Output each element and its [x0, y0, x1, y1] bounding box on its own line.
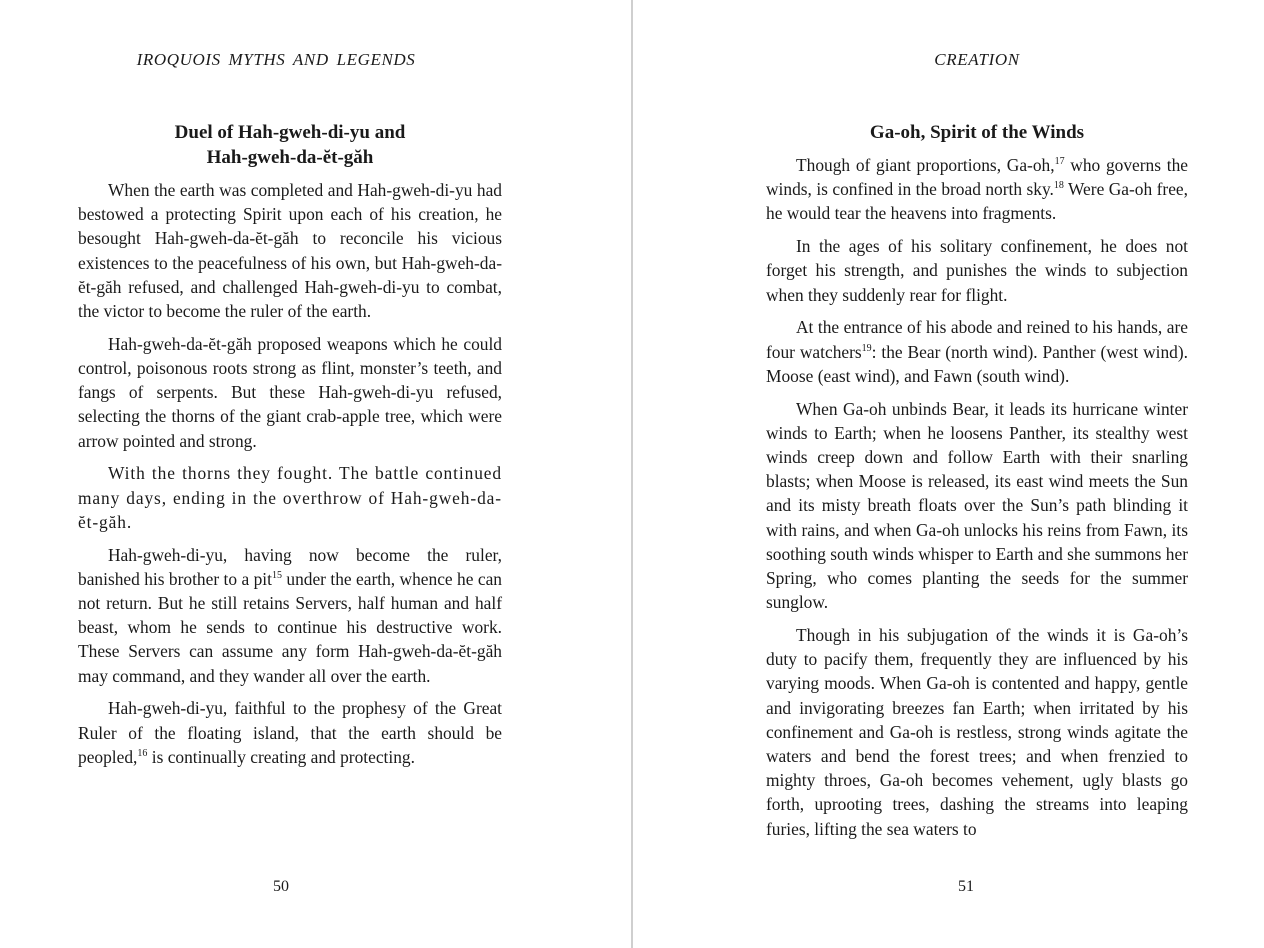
left-paragraph-5-part-b: is continually creating and protecting.: [147, 746, 415, 767]
left-paragraph-4-part-b: under the earth, whence he can not return. But he still retains Servers, half human and half beast, whom he sends to continue his destructive work. These Servers can assume any form Hah-gweh-da-ĕt-găh may command, and they wander all over the earth.: [78, 568, 502, 686]
book-gutter-divider: [631, 0, 633, 948]
footnote-ref-16[interactable]: 16: [137, 748, 148, 760]
right-paragraph-1-part-b: who governs the winds, is confined in the broad north sky.: [766, 155, 1188, 200]
left-running-head: IROQUOIS MYTHS AND LEGENDS: [136, 50, 416, 69]
footnote-ref-19[interactable]: 19: [861, 342, 872, 354]
right-page-number: 51: [958, 878, 974, 895]
right-running-head: CREATION: [934, 50, 1020, 69]
left-page-number: 50: [273, 878, 289, 895]
right-paragraph-1-part-c: Were Ga-oh free, he would tear the heavens into fragments.: [766, 179, 1188, 224]
left-paragraph-4: [78, 543, 502, 688]
left-paragraph-2: Hah-gweh-da-ĕt-găh proposed weapons which he could control, poisonous roots strong as flint, monster’s teeth, and fangs of serpents. But these Hah-gweh-di-yu refused, selecting the thorns of the giant crab-apple tree, which were arrow pointed and strong.: [78, 333, 502, 451]
right-paragraph-1: [766, 153, 1188, 226]
left-body-text: [78, 178, 502, 778]
left-paragraph-4-part-a: Hah-gweh-di-yu, having now become the ruler, banished his brother to a pit: [78, 544, 502, 589]
footnote-ref-15[interactable]: 15: [271, 570, 282, 582]
right-paragraph-1-part-a: Though of giant proportions, Ga-oh,: [796, 155, 1055, 175]
left-paragraph-5: [78, 696, 502, 769]
right-paragraph-2: In the ages of his solitary confinement, he does not forget his strength, and punishes the winds to subjection when they suddenly rear for flight.: [766, 236, 1188, 305]
right-paragraph-3: [766, 315, 1188, 388]
footnote-ref-17[interactable]: 17: [1054, 156, 1065, 168]
left-paragraph-3: With the thorns they fought. The battle continued many days, ending in the overthrow of Hah-gweh-da-ĕt-găh.: [78, 463, 502, 532]
right-chapter-title: Ga-oh, Spirit of the Winds: [869, 122, 1085, 143]
right-paragraph-3-part-a: At the entrance of his abode and reined to his hands, are four watchers: [766, 317, 1188, 362]
left-page: [78, 0, 502, 948]
right-paragraph-3-part-b: : the Bear (north wind). Panther (west wind). Moose (east wind), and Fawn (south wind).: [766, 341, 1188, 386]
left-chapter-title: [78, 120, 502, 170]
right-paragraph-5: Though in his subjugation of the winds it is Ga-oh’s duty to pacify them, frequently they are influenced by his varying moods. When Ga-oh is contented and happy, gentle and invigorating breezes fan Earth; when irritated by his confinement and Ga-oh is restless, strong winds agitate the waters and bend the forest trees; and when frenzied to mighty throes, Ga-oh becomes vehement, ugly blasts go forth, uprooting trees, dashing the streams into leaping furies, lifting the sea waters to: [766, 625, 1188, 839]
right-paragraph-4: When Ga-oh unbinds Bear, it leads its hurricane winter winds to Earth; when he loosens Panther, its stealthy west winds creep down and follow Earth with their snarling blasts; when Moose is released, its east wind meets the Sun and its misty breath floats over the Sun’s path blinding it with rains, and when Ga-oh unlocks his reins from Fawn, its soothing south winds whisper to Earth and she summons her Spring, who comes planting the seeds for the summer sunglow.: [766, 398, 1188, 613]
right-body-text: [766, 153, 1188, 849]
left-title-line-1: Duel of Hah-gweh-di-yu and: [174, 122, 406, 143]
left-title-line-2: Hah-gweh-da-ĕt-găh: [206, 147, 374, 168]
right-page: [766, 0, 1188, 948]
left-paragraph-1: When the earth was completed and Hah-gweh-di-yu had bestowed a protecting Spirit upon each of his creation, he besought Hah-gweh-da-ĕt-găh to reconcile his vicious existences to the peacefulness of his own, but Hah-gweh-da-ĕt-găh refused, and challenged Hah-gweh-di-yu to combat, the victor to become the ruler of the earth.: [78, 180, 502, 322]
footnote-ref-18[interactable]: 18: [1053, 180, 1064, 192]
left-paragraph-5-part-a: Hah-gweh-di-yu, faithful to the prophesy of the Great Ruler of the floating island, that the earth should be peopled,: [78, 698, 502, 767]
